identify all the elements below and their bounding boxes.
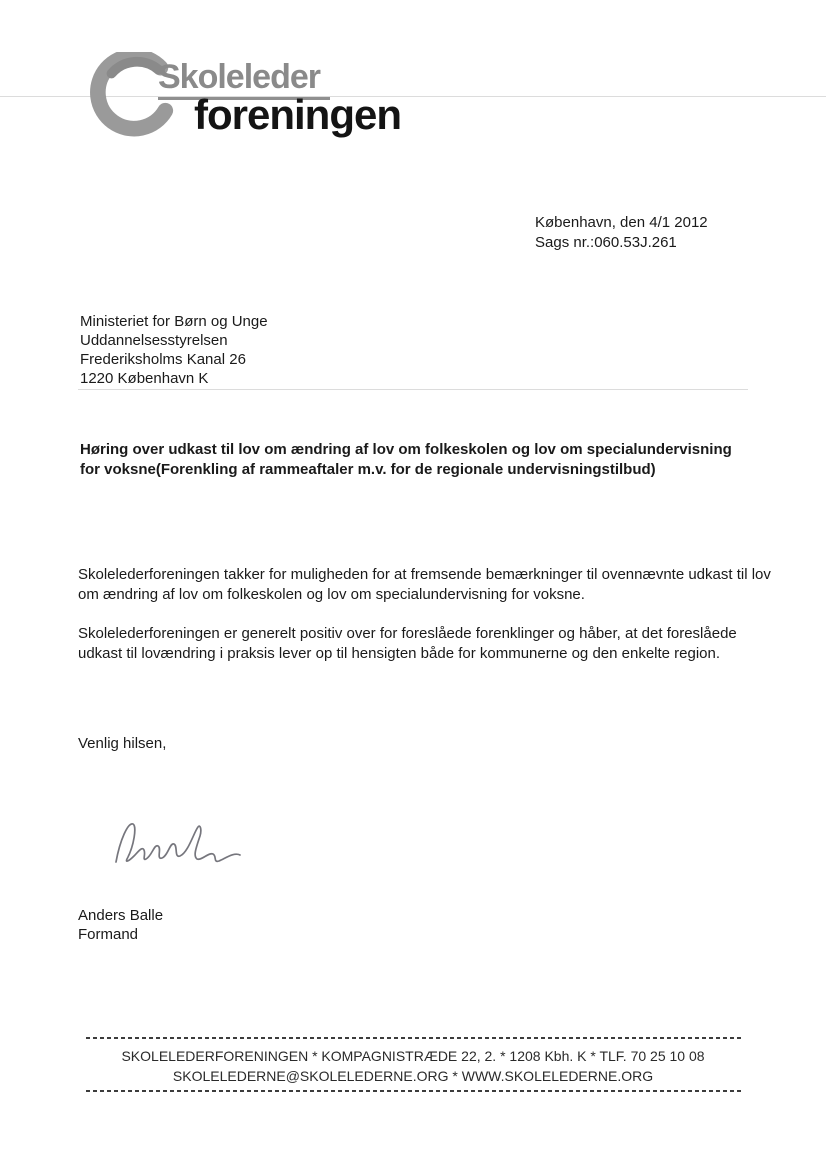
- recipient-address: [80, 312, 268, 388]
- recipient-line: 1220 København K: [80, 370, 209, 387]
- letter-meta: [535, 213, 708, 253]
- date-line: København, den 4/1 2012: [535, 214, 708, 231]
- recipient-line: Ministeriet for Børn og Unge: [80, 313, 268, 330]
- signature-image: [108, 812, 248, 876]
- body-paragraph-2: Skolelederforeningen er generelt positiv over for foreslåede forenklinger og håber, at det foreslåede udkast til lovændring i praksis lever op til hensigten både for kommunerne og den enkelte region.: [78, 625, 737, 662]
- recipient-line: Frederiksholms Kanal 26: [80, 351, 246, 368]
- logo-text-foreningen: foreningen: [194, 91, 401, 138]
- body-paragraph-1: Skolelederforeningen takker for muligheden for at fremsende bemærkninger til ovennævnte udkast til lov om ændring af lov om folkeskolen og lov om specialundervisning for voksne.: [78, 566, 771, 603]
- recipient-line: Uddannelsesstyrelsen: [80, 332, 228, 349]
- closing-salutation: Venlig hilsen,: [78, 735, 167, 752]
- footer-email-web: SKOLELEDERNE@SKOLELEDERNE.ORG * WWW.SKOLELEDERNE.ORG: [172, 1068, 654, 1084]
- subject-heading: Høring over udkast til lov om ændring af lov om folkeskolen og lov om specialundervisning for voksne(Forenkling af rammeaftaler m.v. for de regionale undervisningstilbud): [80, 441, 732, 478]
- signer-name: Anders Balle: [78, 907, 164, 924]
- scan-artifact-line-middle: [78, 389, 748, 390]
- footer-divider-top: [86, 1037, 742, 1039]
- signer-title: Formand: [78, 926, 139, 943]
- logo-text-skoleleder: Skoleleder: [158, 60, 330, 100]
- footer-divider-bottom: [86, 1090, 742, 1092]
- signer-block: [78, 906, 163, 944]
- case-number-line: Sags nr.:060.53J.261: [535, 234, 677, 251]
- letterhead-logo: [88, 50, 448, 150]
- footer-org-address: SKOLELEDERFORENINGEN * KOMPAGNISTRÆDE 22, 2. * 1208 Kbh. K * TLF. 70 25 10 08: [121, 1048, 705, 1064]
